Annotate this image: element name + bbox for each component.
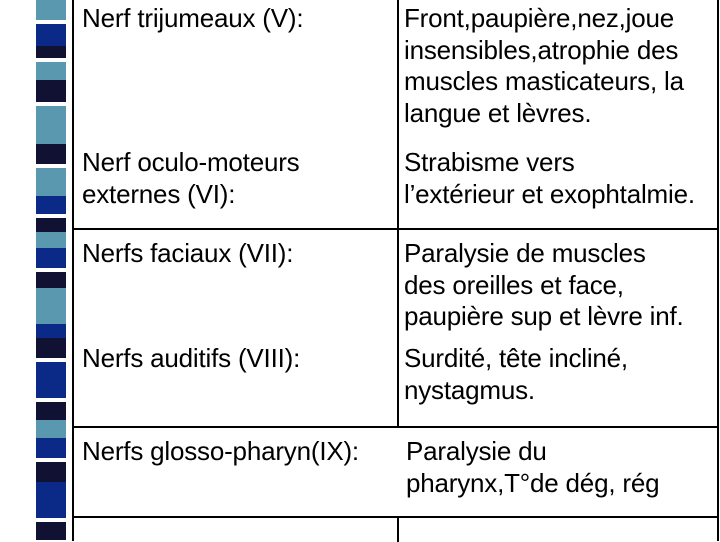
nerve-symptom: Paralysie de muscles des oreilles et face, paupière sup et lèvre inf. [404,238,684,331]
decorative-stripe [36,0,66,540]
row-divider [74,516,717,518]
nerve-name: Nerf trijumeaux (V): [82,3,304,33]
row-divider [74,228,717,230]
nerve-symptom: Paralysie du pharynx,T°de dég, rég [406,436,660,498]
row-divider [74,426,717,428]
nerve-name: Nerfs auditifs (VIII): [82,343,301,373]
column-divider [397,0,399,428]
nerve-symptom: Front,paupière,nez,joue insensibles,atrophie des muscles masticateurs, la langue et lèvres. [404,3,684,128]
nerve-name: Nerfs glosso-pharyn(IX): [82,436,359,466]
column-divider [397,518,399,542]
nerve-symptom-table [72,0,719,541]
nerve-name: Nerf oculo-moteurs externes (VI): [82,147,300,209]
nerve-name: Nerfs faciaux (VII): [82,238,294,268]
nerve-symptom: Surdité, tête incliné, nystagmus. [404,343,628,405]
nerve-symptom: Strabisme vers l’extérieur et exophtalmie. [404,147,695,209]
